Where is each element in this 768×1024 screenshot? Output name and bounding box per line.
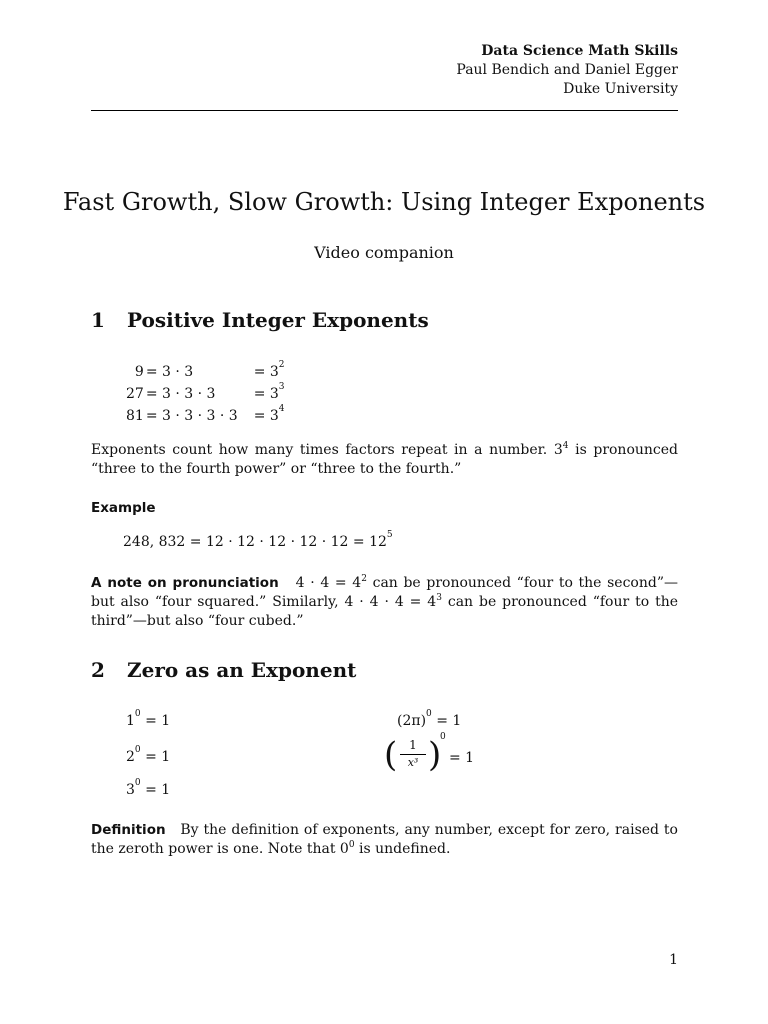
equation-lhs: 81 — [126, 408, 144, 424]
equation-lhs: 27 — [126, 386, 144, 402]
eq-exponent: 0 — [134, 745, 141, 755]
eq-exponent: 0 — [134, 778, 141, 788]
power-base: = 3 — [253, 408, 279, 424]
section-title: Positive Integer Exponents — [127, 308, 429, 332]
zero-exp-eq-1 — [126, 709, 171, 729]
equation-power — [238, 380, 285, 402]
example-exponent: 5 — [386, 530, 393, 540]
definition-heading: Definition — [91, 822, 166, 838]
eq-rhs: = 1 — [431, 713, 462, 729]
equation-expansion: = 3 · 3 · 3 · 3 — [145, 408, 238, 424]
fraction — [400, 736, 426, 771]
document-subtitle: Video companion — [314, 243, 454, 262]
equation-expansion: = 3 · 3 · 3 — [145, 386, 216, 402]
power-exponent: 2 — [278, 360, 285, 370]
section-title: Zero as an Exponent — [127, 658, 357, 682]
eq-exponent: 0 — [440, 732, 446, 742]
paragraph-text: is pronounced “three to the fourth power” or “three to the fourth.” — [91, 442, 679, 477]
note-exponent: 2 — [361, 574, 367, 584]
note-heading: A note on pronunciation — [91, 575, 279, 591]
document-title: Fast Growth, Slow Growth: Using Integer Exponents — [62, 188, 706, 216]
zero-exp-eq-3 — [126, 778, 171, 798]
institution: Duke University — [563, 81, 678, 97]
left-paren: ( — [384, 735, 398, 775]
eq-base: 2 — [126, 749, 135, 765]
definition-text: is undefined. — [354, 841, 451, 857]
eq-rhs: = 1 — [140, 713, 171, 729]
eq-base: 3 — [126, 782, 135, 798]
eq-base: 1 — [126, 713, 135, 729]
eq-rhs: = 1 — [140, 749, 171, 765]
example-equation — [123, 530, 393, 550]
authors: Paul Bendich and Daniel Egger — [456, 62, 678, 78]
note-text: can be pronounced “four to the second”—but also “four squared.” Similarly, 4 · 4 · 4 = 4 — [91, 575, 678, 610]
note-exponent: 3 — [436, 593, 442, 603]
fraction-numerator: 1 — [409, 738, 417, 752]
page-number: 1 — [669, 952, 678, 968]
definition-paragraph — [91, 821, 678, 859]
zero-exp-eq-2 — [126, 745, 171, 765]
equation-row — [126, 402, 285, 424]
course-name: Data Science Math Skills — [481, 43, 678, 59]
power-exponent: 3 — [278, 382, 285, 392]
fraction-denominator: x³ — [407, 756, 419, 769]
definition-text: By the definition of exponents, any number, except for zero, raised to the zeroth power is one. Note that 0 — [91, 822, 678, 857]
zero-exp-eq-fraction — [384, 732, 504, 780]
equation-power — [238, 358, 285, 380]
section-heading-2 — [91, 658, 356, 682]
equation-expansion: = 3 · 3 — [145, 364, 194, 380]
power-base: = 3 — [253, 386, 279, 402]
page-header — [456, 42, 678, 99]
exponent-paragraph — [91, 441, 678, 479]
power-base: = 3 — [253, 364, 279, 380]
paragraph-exponent: 4 — [562, 441, 569, 451]
header-rule — [91, 110, 678, 111]
example-text: 248, 832 = 12 · 12 · 12 · 12 · 12 = 12 — [123, 534, 387, 550]
eq-exponent: 0 — [134, 709, 141, 719]
eq-rhs: = 1 — [449, 750, 475, 766]
equation-lhs: 9 — [134, 364, 144, 380]
paragraph-text: Exponents count how many times factors repeat in a number. 3 — [91, 442, 563, 458]
section-heading-1 — [91, 308, 429, 332]
pronunciation-note — [91, 574, 678, 631]
note-text: can be pronounced “four to the third”—but also “four cubed.” — [91, 594, 678, 629]
power-exponent: 4 — [278, 404, 285, 414]
eq-rhs: = 1 — [140, 782, 171, 798]
right-paren: ) — [428, 735, 442, 775]
zero-exp-eq-2pi — [397, 709, 462, 729]
equation-power — [238, 402, 285, 424]
definition-exponent: 0 — [348, 840, 355, 850]
equation-row — [126, 358, 285, 380]
note-text: 4 · 4 = 4 — [295, 575, 362, 591]
section-number: 2 — [91, 658, 105, 682]
section-number: 1 — [91, 308, 105, 332]
eq-exponent: 0 — [426, 709, 432, 719]
power-equations — [126, 358, 285, 424]
equation-row — [126, 380, 285, 402]
example-heading: Example — [91, 500, 156, 516]
eq-base: (2π) — [397, 713, 427, 729]
